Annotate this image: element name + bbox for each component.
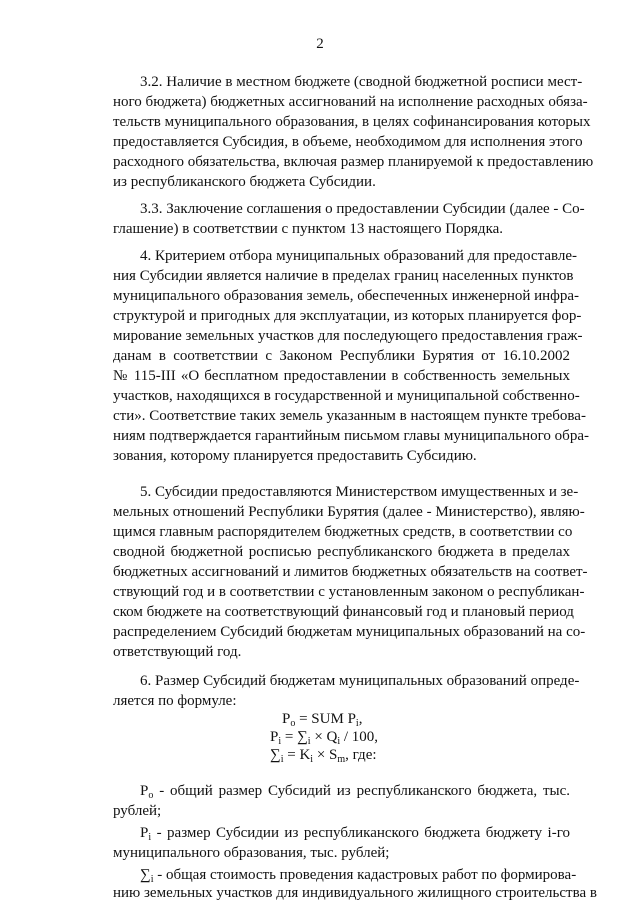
- paragraph-6-line: 6. Размер Субсидий бюджетам муниципальных образований опреде-: [140, 673, 580, 689]
- formula-text: × Q: [310, 729, 338, 745]
- definition-2-line: [140, 824, 570, 842]
- paragraph-4-line: сти». Соответствие таких земель указанным в настоящем пункте требова-: [113, 408, 586, 424]
- definition-3-line: нию земельных участков для индивидуального жилищного строительства в: [113, 885, 597, 901]
- paragraph-4-line: данам в соответствии с Законом Республики Бурятия от 16.10.2002: [113, 348, 570, 364]
- page-number: 2: [316, 36, 324, 52]
- paragraph-3-3-line: глашение) в соответствии с пунктом 13 настоящего Порядка.: [113, 221, 504, 237]
- formula-symbol: ∑: [270, 747, 281, 763]
- formula-subscript: i: [278, 736, 282, 747]
- paragraph-4-line: структурой и пригодных для эксплуатации, из которых планируется фор-: [113, 308, 582, 324]
- definition-3-line: [140, 866, 577, 885]
- definition-1-line: [140, 782, 570, 800]
- definition-symbol: P: [140, 825, 149, 841]
- paragraph-5-line: ском бюджете на соответствующий финансовый год и плановый период: [113, 604, 574, 620]
- paragraph-3-2-line: тельств муниципального образования, в целях софинансирования которых: [113, 114, 591, 130]
- formula-subscript: i: [355, 718, 359, 729]
- formula-text: , где:: [345, 747, 377, 763]
- formula-text: / 100,: [340, 729, 379, 745]
- paragraph-5-line: сводной бюджетной росписью республиканского бюджета в пределах: [113, 544, 570, 560]
- formula-line-2: [270, 728, 378, 746]
- paragraph-4-line: № 115-III «О бесплатном предоставлении в собственность земельных: [113, 368, 570, 384]
- paragraph-5-line: распределением Субсидий бюджетам муниципальных образований на со-: [113, 624, 586, 640]
- formula-subscript: i: [280, 754, 284, 765]
- paragraph-3-2-line: предоставляется Субсидия, в объеме, необходимом для исполнения этого: [113, 134, 583, 150]
- paragraph-5-line: 5. Субсидии предоставляются Министерством имущественных и зе-: [140, 484, 579, 500]
- formula-symbol: P: [282, 711, 291, 727]
- definition-2-line: муниципального образования, тыс. рублей;: [113, 845, 390, 861]
- definition-subscript: i: [148, 832, 152, 843]
- formula-text: ,: [358, 711, 363, 727]
- formula-subscript: m: [337, 754, 346, 765]
- paragraph-4-line: зования, которому планируется предоставить Субсидию.: [113, 448, 477, 464]
- paragraph-4-line: участков, находящихся в государственной и муниципальной собственно-: [113, 388, 580, 404]
- paragraph-4-line: муниципального образования земель, обеспеченных инженерной инфра-: [113, 288, 580, 304]
- formula-subscript: i: [310, 754, 314, 765]
- definition-subscript: o: [148, 790, 154, 801]
- paragraph-5-line: бюджетных ассигнований и лимитов бюджетных обязательств на соответ-: [113, 564, 588, 580]
- paragraph-6-line: ляется по формуле:: [113, 693, 237, 709]
- paragraph-5-line: мельных отношений Республики Бурятия (далее - Министерство), являю-: [113, 504, 585, 520]
- definition-symbol: ∑: [140, 867, 151, 883]
- definition-subscript: i: [150, 874, 154, 885]
- paragraph-4-line: мирование земельных участков для последующего предоставления граж-: [113, 328, 583, 344]
- formula-text: = ∑: [281, 729, 308, 745]
- formula-text: = SUM P: [295, 711, 356, 727]
- formula-line-3: [270, 746, 377, 764]
- formula-line-1: [282, 710, 362, 728]
- paragraph-4-line: 4. Критерием отбора муниципальных образований для предоставле-: [140, 248, 578, 264]
- definition-text: - общая стоимость проведения кадастровых работ по формирова-: [153, 867, 577, 883]
- formula-subscript: i: [337, 736, 341, 747]
- formula-text: × S: [313, 747, 338, 763]
- definition-symbol: P: [140, 783, 149, 799]
- paragraph-4-line: ниям подтверждается гарантийным письмом главы муниципального обра-: [113, 428, 589, 444]
- formula-subscript: o: [290, 718, 296, 729]
- paragraph-3-2-line: 3.2. Наличие в местном бюджете (сводной бюджетной росписи мест-: [140, 74, 583, 90]
- formula-text: = K: [283, 747, 311, 763]
- paragraph-3-2-line: расходного обязательства, включая размер планируемой к предоставлению: [113, 154, 594, 170]
- definition-text: - общий размер Субсидий из республиканского бюджета, тыс.: [153, 783, 570, 799]
- paragraph-5-line: щимся главным распорядителем бюджетных средств, в соответствии со: [113, 524, 573, 540]
- formula-symbol: P: [270, 729, 279, 745]
- definition-1-line: рублей;: [113, 803, 162, 819]
- definition-text: - размер Субсидии из республиканского бюджета бюджету i-го: [151, 825, 570, 841]
- paragraph-4-line: ния Субсидии является наличие в пределах границ населенных пунктов: [113, 268, 574, 284]
- paragraph-3-2-line: из республиканского бюджета Субсидии.: [113, 174, 376, 190]
- formula-subscript: i: [307, 736, 311, 747]
- paragraph-5-line: ответствующий год.: [113, 644, 242, 660]
- paragraph-3-2-line: ного бюджета) бюджетных ассигнований на исполнение расходных обяза-: [113, 94, 588, 110]
- paragraph-5-line: ствующий год и в соответствии с установленным законом о республикан-: [113, 584, 585, 600]
- paragraph-3-3-line: 3.3. Заключение соглашения о предоставлении Субсидии (далее - Со-: [140, 201, 585, 217]
